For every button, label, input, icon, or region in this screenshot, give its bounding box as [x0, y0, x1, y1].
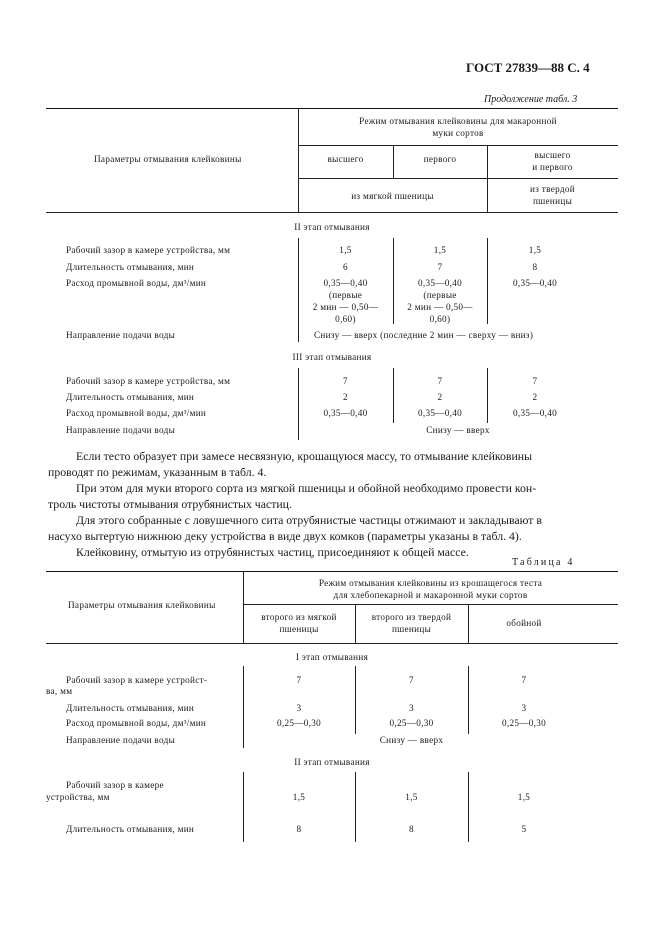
cell-value: 8 — [296, 824, 302, 834]
cell-value: 1,5 — [528, 245, 542, 255]
cell-value: 0,35—0,40 — [512, 408, 558, 418]
cell-value: 1,5 — [339, 245, 352, 255]
table-continuation-label: Продолжение табл. 3 — [484, 94, 578, 105]
row-label: Длительность отмывания, мин — [66, 262, 195, 272]
col-header-highest-first-2: и первого — [532, 162, 573, 172]
cell-value: 0,35—0,40 — [323, 278, 368, 288]
row-label: Рабочий зазор в камере устройства, мм — [66, 376, 231, 386]
cell-value: 7 — [409, 675, 414, 685]
row-label: Направление подачи воды — [66, 735, 176, 745]
paragraph-line: При этом для муки второго сорта из мягкой пшеницы и обойной необходимо провести кон- — [76, 481, 537, 495]
cell-note: (первые — [328, 290, 363, 300]
stage-title: I этап отмывания — [295, 652, 369, 662]
paragraph-line: троль чистоты отмывания отрубянистых частиц. — [48, 497, 292, 511]
col-header-second-hard-2: пшеницы — [391, 624, 432, 634]
cell-note: 2 мин — 0,50— — [407, 302, 473, 312]
cell-value: 1,5 — [405, 792, 418, 802]
cell-value: 2 — [532, 392, 538, 402]
mode-header-line2: для хлебопекарной и макаронной муки сортов — [333, 590, 528, 600]
param-header: Параметры отмывания клейковины — [68, 600, 216, 610]
cell-value: 8 — [532, 262, 538, 272]
row-label-cont: устройства, мм — [46, 792, 110, 802]
row-label: Рабочий зазор в камере — [66, 780, 164, 790]
mode-header-line1: Режим отмывания клейковины из крошащегося теста — [318, 578, 543, 588]
cell-merged: Снизу — вверх — [426, 425, 490, 435]
col-header-hard-wheat-2: пшеницы — [532, 196, 573, 206]
row-label: Расход промывной воды, дм³/мин — [66, 718, 207, 728]
cell-value: 7 — [521, 675, 527, 685]
mode-header-line1: Режим отмывания клейковины для макаронной — [359, 116, 557, 126]
row-label: Длительность отмывания, мин — [66, 824, 195, 834]
cell-value: 0,25—0,30 — [389, 718, 434, 728]
cell-value: 0,35—0,40 — [323, 408, 368, 418]
paragraph-line: проводят по режимам, указанным в табл. 4. — [48, 465, 267, 479]
col-header-hard-wheat-1: из твердой — [530, 184, 575, 194]
cell-value: 7 — [437, 262, 443, 272]
table-caption: Таблица 4 — [512, 557, 575, 568]
cell-value: 3 — [409, 703, 414, 713]
row-label: Длительность отмывания, мин — [66, 703, 195, 713]
mode-header-line2: муки сортов — [432, 128, 484, 138]
cell-value: 3 — [296, 703, 302, 713]
cell-note: 0,60) — [335, 314, 356, 324]
paragraph-line: насухо вытертую нижнюю деку устройства в виде двух комков (параметры указаны в табл. 4). — [48, 529, 522, 543]
row-label: Направление подачи воды — [66, 425, 176, 435]
cell-value: 8 — [409, 824, 414, 834]
col-header-second-soft-2: пшеницы — [279, 624, 319, 634]
cell-value: 1,5 — [433, 245, 447, 255]
cell-value: 1,5 — [517, 792, 531, 802]
col-header-highest: высшего — [327, 154, 364, 164]
col-header-second-hard-1: второго из твердой — [371, 612, 452, 622]
cell-value: 0,35—0,40 — [512, 278, 558, 288]
cell-merged: Снизу — вверх (последние 2 мин — сверху — вниз) — [314, 330, 534, 340]
col-header-first: первого — [423, 154, 457, 164]
cell-value: 1,5 — [292, 792, 306, 802]
cell-merged: Снизу — вверх — [379, 735, 444, 745]
col-header-soft-wheat: из мягкой пшеницы — [351, 191, 434, 201]
cell-value: 0,35—0,40 — [417, 408, 463, 418]
cell-note: 0,60) — [429, 314, 451, 324]
row-label: Направление подачи воды — [66, 330, 176, 340]
cell-value: 7 — [296, 675, 302, 685]
cell-value: 5 — [521, 824, 527, 834]
cell-value: 0,25—0,30 — [276, 718, 322, 728]
col-header-highest-first-1: высшего — [534, 150, 571, 160]
cell-note: (первые — [423, 290, 457, 300]
paragraph-line: Для этого собранные с ловушечного сита отрубянистые частицы отжимают и закладывают в — [76, 513, 542, 527]
param-header: Параметры отмывания клейковины — [94, 154, 242, 164]
page-header: ГОСТ 27839—88 С. 4 — [466, 60, 590, 75]
cell-value: 2 — [437, 392, 443, 402]
cell-value: 0,35—0,40 — [417, 278, 463, 288]
col-header-second-soft-1: второго из мягкой — [261, 612, 337, 622]
cell-value: 0,25—0,30 — [501, 718, 547, 728]
row-label: Расход промывной воды, дм³/мин — [66, 278, 207, 288]
cell-value: 2 — [343, 392, 348, 402]
cell-value: 3 — [521, 703, 527, 713]
col-header-wholemeal: обойной — [506, 618, 542, 628]
cell-value: 7 — [437, 376, 443, 386]
cell-value: 7 — [532, 376, 538, 386]
paragraph-line: Если тесто образует при замесе несвязную, крошащуюся массу, то отмывание клейковины — [76, 449, 533, 463]
row-label: Расход промывной воды, дм³/мин — [66, 408, 207, 418]
paragraph-line: Клейковину, отмытую из отрубянистых частиц, присоединяют к общей массе. — [76, 545, 469, 559]
row-label: Длительность отмывания, мин — [66, 392, 195, 402]
cell-value: 7 — [343, 376, 348, 386]
cell-value: 6 — [343, 262, 348, 272]
row-label: Рабочий зазор в камере устройства, мм — [66, 245, 231, 255]
row-label: Рабочий зазор в камере устройст- — [66, 675, 208, 685]
stage-title: II этап отмывания — [294, 757, 370, 767]
stage-title: II этап отмывания — [294, 222, 370, 232]
row-label-cont: ва, мм — [46, 686, 73, 696]
cell-note: 2 мин — 0,50— — [312, 302, 379, 312]
stage-title: III этап отмывания — [292, 352, 372, 362]
